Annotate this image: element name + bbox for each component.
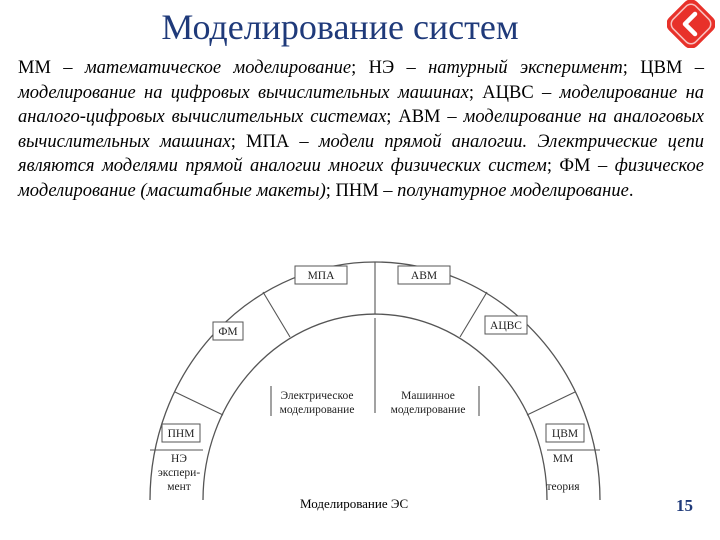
paragraph-segment: ; НЭ – — [351, 58, 429, 78]
page-number: 15 — [676, 496, 693, 515]
electrical-modeling-line1: Электрическое — [280, 390, 354, 402]
slide-title: Моделирование систем — [161, 7, 519, 47]
paragraph-segment: натурный эксперимент — [428, 58, 623, 78]
theory-label: теория — [546, 481, 580, 493]
machine-modeling-line2: моделирование — [390, 404, 466, 416]
paragraph-segment: ; МПА – — [230, 131, 319, 152]
paragraph-segment: математическое моделирование — [84, 58, 352, 78]
paragraph-segment: ; ЦВМ – — [622, 58, 704, 78]
slide-footer: Моделирование ЭС — [300, 496, 409, 511]
ne-line1: НЭ — [171, 453, 187, 465]
paragraph-segment: ; АВМ – — [386, 107, 464, 127]
paragraph-segment: физическое моделирование (масштабные макеты) — [18, 156, 704, 201]
label-pnm: ПНМ — [167, 428, 195, 440]
label-avm: АВМ — [410, 270, 438, 282]
ne-line2: экспери- — [157, 467, 201, 479]
definitions-paragraph — [18, 56, 704, 203]
electrical-modeling-line2: моделирование — [279, 404, 355, 416]
paragraph-segment: ; ПНМ – — [325, 180, 398, 201]
paragraph-segment: полунатурное моделирование — [397, 180, 629, 201]
paragraph-segment: моделирование на аналоговых вычислительных машинах — [18, 107, 704, 152]
back-arrow-icon — [667, 0, 715, 48]
modeling-arch-diagram — [145, 238, 605, 508]
label-fm: ФМ — [218, 326, 238, 338]
back-button[interactable] — [667, 0, 715, 48]
paragraph-segment: ММ – — [18, 58, 85, 78]
paragraph-segment: ; ФМ – — [546, 156, 615, 176]
paragraph-segment: модели прямой аналогии. Электрические цепи являются моделями прямой аналогии многих физических систем — [18, 131, 704, 176]
paragraph-segment: моделирование на аналого-цифровых вычислительных системах — [18, 82, 704, 127]
paragraph-segment: моделирование на цифровых вычислительных машинах — [18, 82, 469, 103]
label-acvs: АЦВС — [490, 320, 522, 332]
paragraph-segment: . — [628, 180, 634, 201]
label-mpa: МПА — [307, 270, 335, 282]
ne-line3: мент — [167, 481, 191, 493]
label-cvm: ЦВМ — [551, 428, 579, 440]
mm-label: ММ — [552, 453, 574, 465]
paragraph-segment: ; АЦВС – — [468, 82, 560, 103]
machine-modeling-line1: Машинное — [401, 390, 455, 402]
